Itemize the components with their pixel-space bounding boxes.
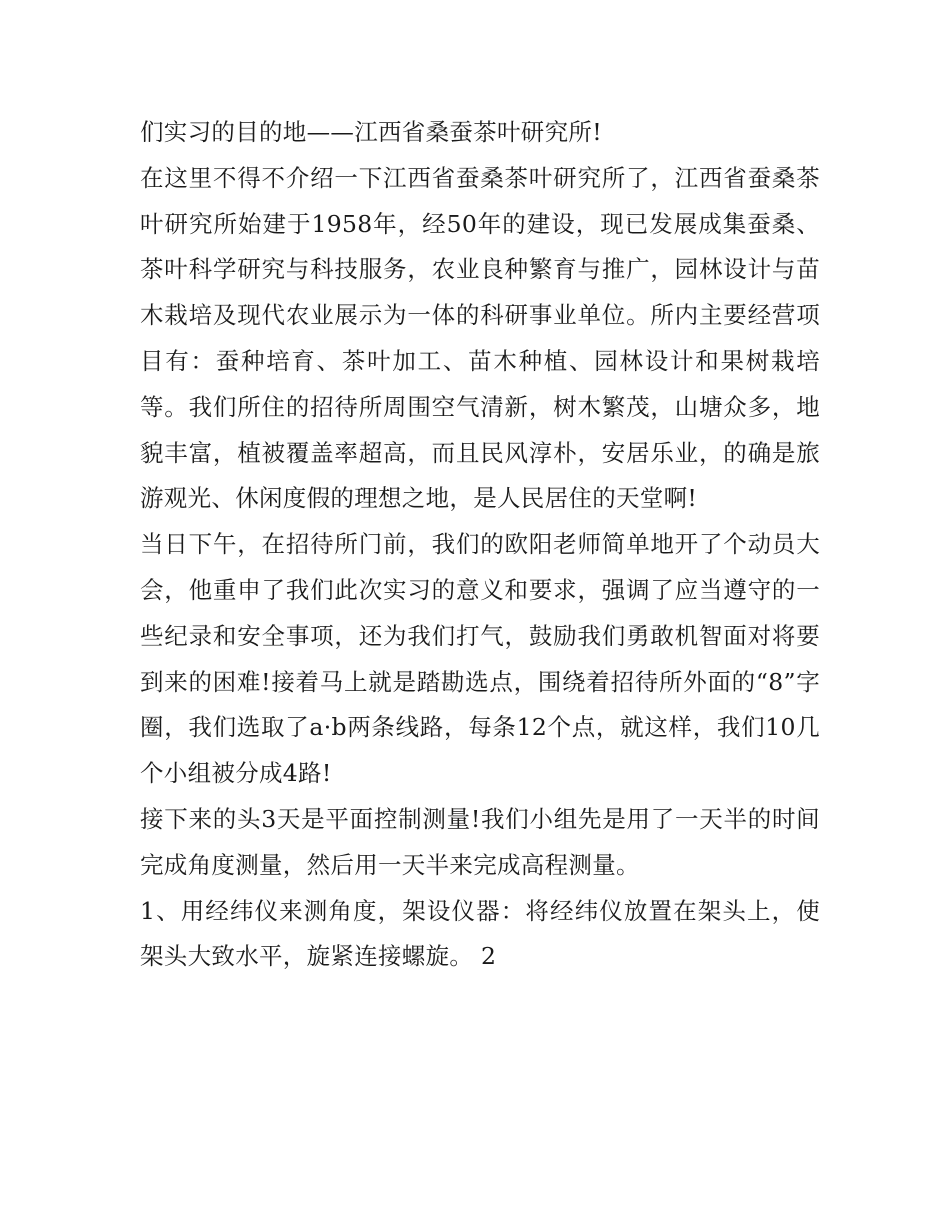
paragraph-destination: 们实习的目的地——江西省桑蚕茶叶研究所! (140, 118, 602, 146)
paragraph-institute-intro: 在这里不得不介绍一下江西省蚕桑茶叶研究所了，江西省蚕桑茶叶研究所始建于1958年，经50年的建设，现已发展成集蚕桑、茶叶科学研究与科技服务，农业良种繁育与推广，园林设计与苗木栽培及现代农业展示为一体的科研事业单位。所内主要经营项目有：蚕种培育、茶叶加工、苗木种植、园林设计和果树栽培等。我们所住的招待所周围空气清新，树木繁茂，山塘众多，地貌丰富，植被覆盖率超高，而且民风淳朴，安居乐业，的确是旅游观光、休闲度假的理想之地，是人民居住的天堂啊! (140, 163, 820, 513)
paragraph-control-survey: 接下来的头3天是平面控制测量!我们小组先是用了一天半的时间完成角度测量，然后用一天半来完成高程测量。 (140, 804, 820, 879)
paragraph-theodolite-step: 1、用经纬仪来测角度，架设仪器：将经纬仪放置在架头上，使架头大致水平，旋紧连接螺旋。 2 (140, 896, 820, 971)
document-body (140, 110, 820, 980)
paragraph-mobilization-meeting: 当日下午，在招待所门前，我们的欧阳老师简单地开了个动员大会，他重申了我们此次实习的意义和要求，强调了应当遵守的一些纪录和安全事项，还为我们打气，鼓励我们勇敢机智面对将要到来的困难!接着马上就是踏勘选点，围绕着招待所外面的“8”字圈，我们选取了a·b两条线路，每条12个点，就这样，我们10几个小组被分成4路! (140, 530, 820, 788)
